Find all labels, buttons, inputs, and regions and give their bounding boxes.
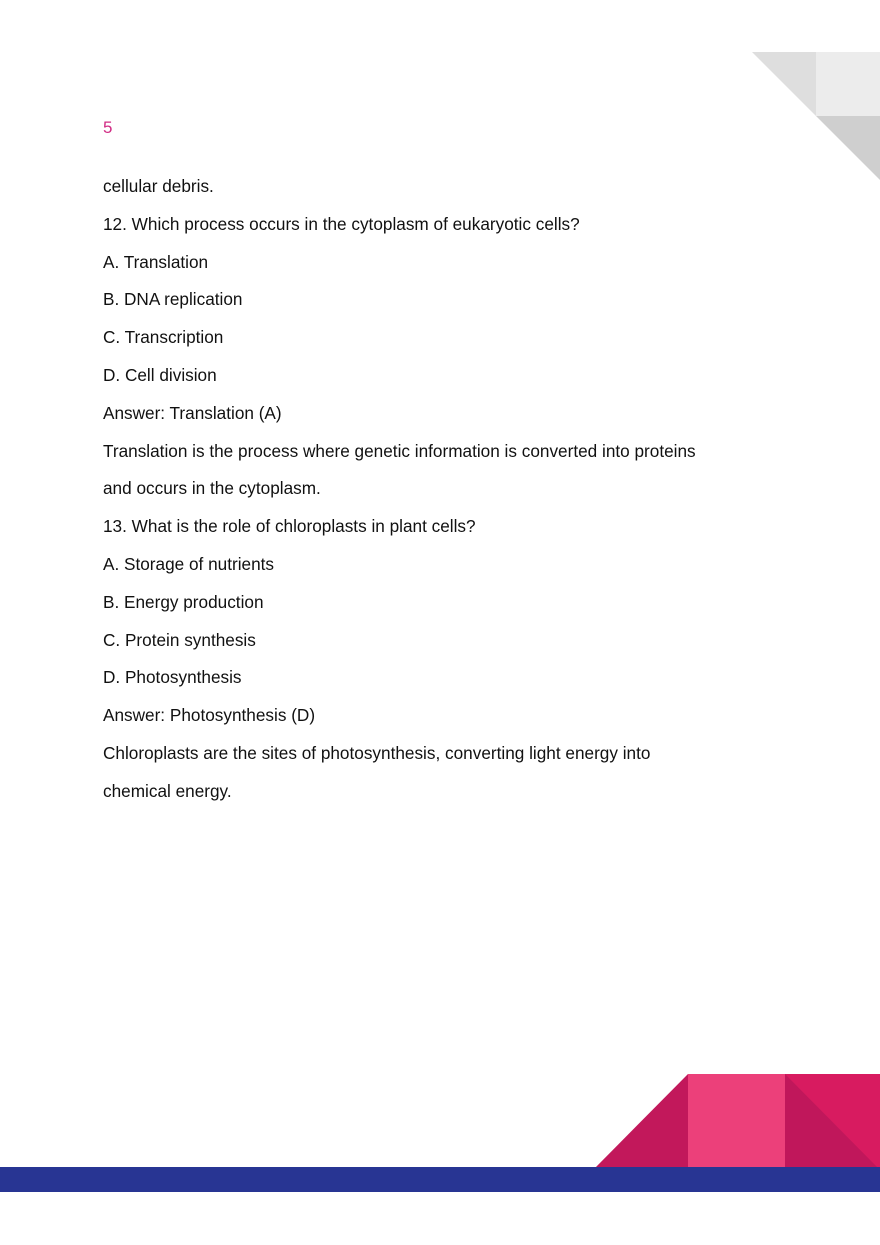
footer-bar — [0, 1167, 880, 1192]
decor-triangle-light — [752, 52, 816, 116]
top-corner-decoration — [752, 52, 880, 182]
explanation-13-line-2: chemical energy. — [103, 780, 232, 801]
explanation-12-line-2: and occurs in the cytoplasm. — [103, 478, 321, 499]
option-12-b: B. DNA replication — [103, 289, 243, 310]
answer-12: Answer: Translation (A) — [103, 402, 282, 423]
option-12-d: D. Cell division — [103, 364, 217, 385]
decor-triangle-crimson — [593, 1074, 688, 1170]
option-13-c: C. Protein synthesis — [103, 629, 256, 650]
decor-square-pink — [688, 1074, 785, 1170]
explanation-13-line-1: Chloroplasts are the sites of photosynthesis, converting light energy into — [103, 742, 651, 763]
option-13-a: A. Storage of nutrients — [103, 553, 275, 574]
option-12-a: A. Translation — [103, 251, 209, 272]
decor-square-light — [816, 52, 880, 116]
option-13-b: B. Energy production — [103, 591, 264, 612]
answer-13: Answer: Photosynthesis (D) — [103, 705, 316, 726]
text-line: cellular debris. — [103, 176, 214, 196]
question-13: 13. What is the role of chloroplasts in plant cells? — [103, 516, 476, 537]
bottom-corner-decoration — [590, 1074, 880, 1170]
decor-triangle-gray — [816, 116, 880, 180]
option-12-c: C. Transcription — [103, 327, 224, 348]
explanation-12-line-1: Translation is the process where genetic information is converted into proteins — [103, 440, 696, 461]
page-number: 5 — [103, 118, 113, 137]
question-12: 12. Which process occurs in the cytoplasm of eukaryotic cells? — [103, 213, 580, 234]
document-body — [103, 168, 743, 811]
option-13-d: D. Photosynthesis — [103, 667, 242, 688]
